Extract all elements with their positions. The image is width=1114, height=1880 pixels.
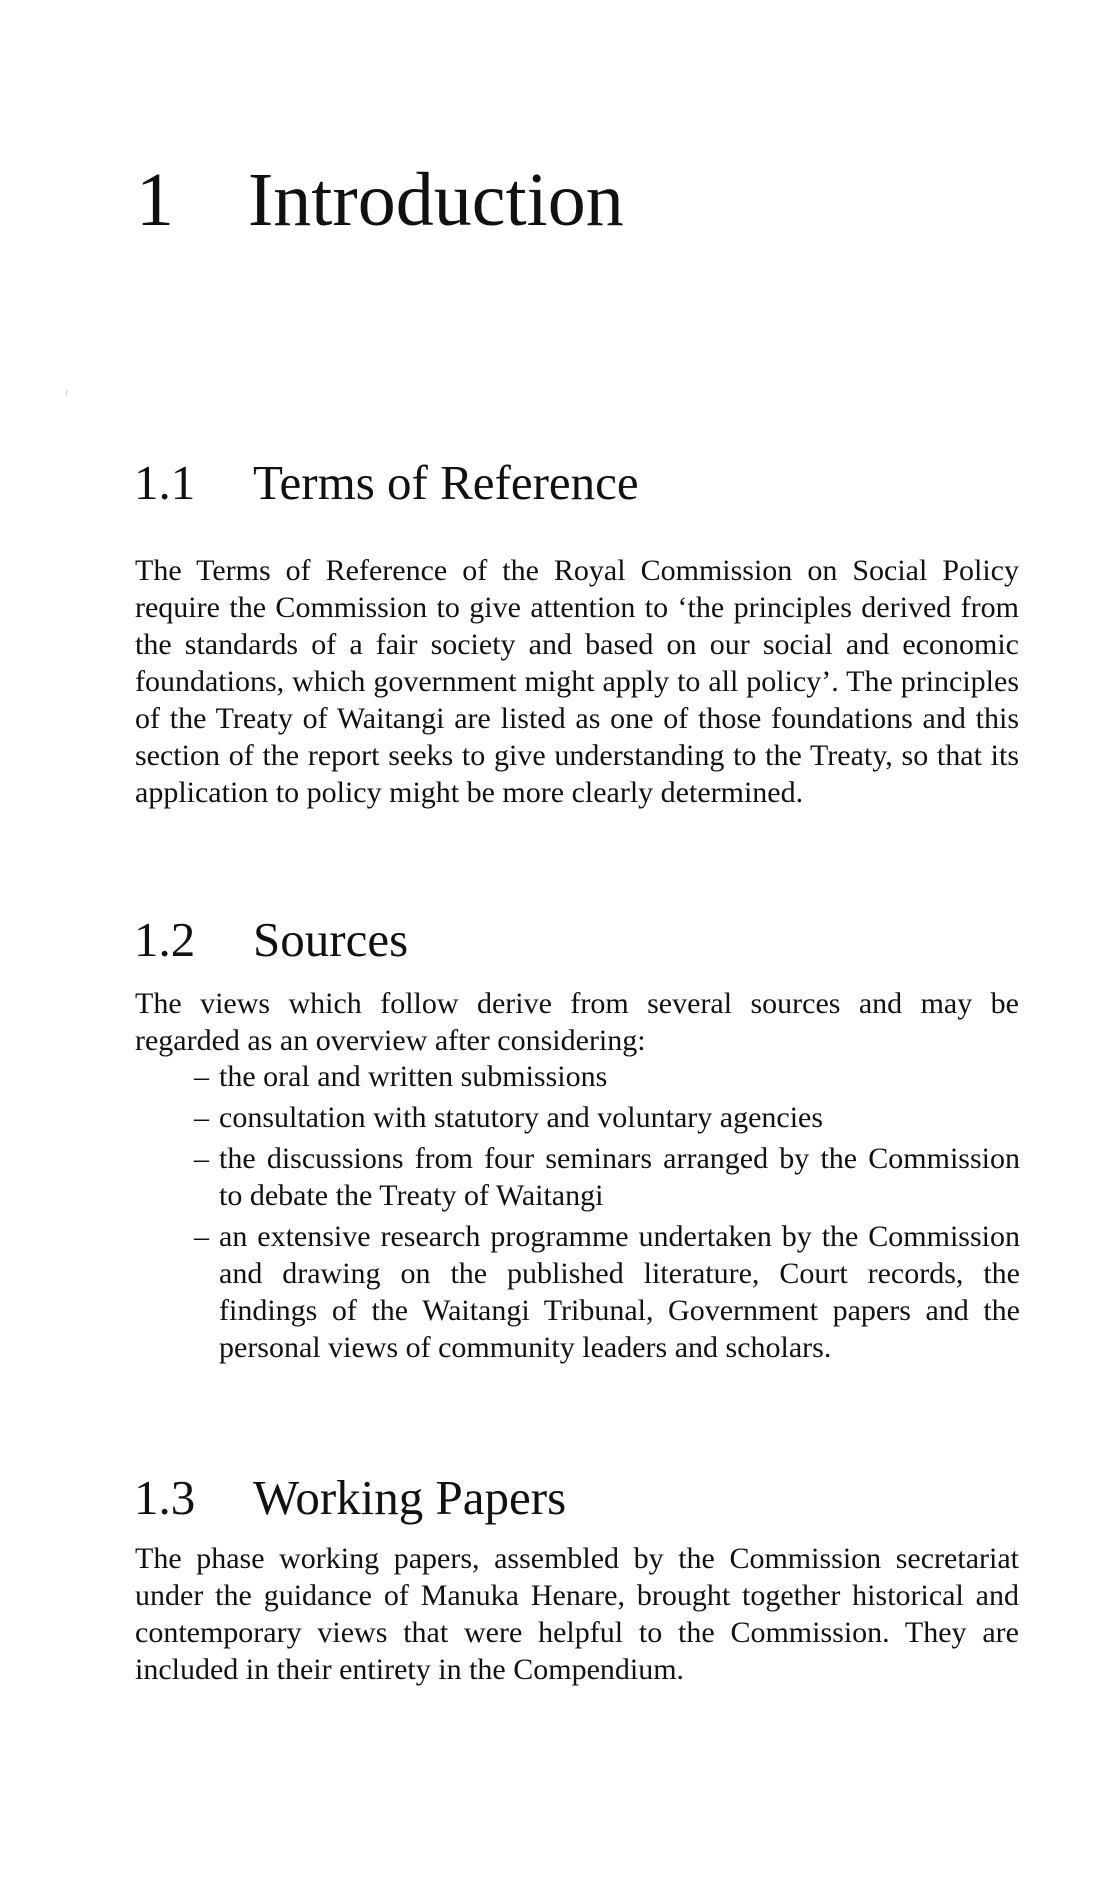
list-item xyxy=(194,1058,1020,1095)
list-item-text: consultation with statutory and voluntary agencies xyxy=(219,1101,824,1134)
section-number: 1.3 xyxy=(134,1470,196,1525)
working-papers-paragraph: The phase working papers, assembled by the Commission secretariat under the guidance of Manuka Henare, brought together historical and contemporary views that were helpful to the Commission. They are included in their entirety in the Compendium. xyxy=(135,1542,1019,1686)
list-item-text: the discussions from four seminars arranged by the Commission to debate the Treaty of Waitangi xyxy=(219,1142,1020,1212)
terms-of-reference-paragraph: The Terms of Reference of the Royal Commission on Social Policy require the Commission to give attention to ‘the principles derived from the standards of a fair society and based on our social and economic foundations, which government might apply to all policy’. The principles of the Treaty of Waitangi are listed as one of those foundations and this section of the report seeks to give understanding to the Treaty, so that its application to policy might be more clearly determined. xyxy=(135,554,1019,809)
chapter-number: 1 xyxy=(136,158,174,242)
list-item-text: an extensive research programme undertaken by the Commission and drawing on the published literature, Court records, the findings of the Waitangi Tribunal, Government papers and the personal views of community leaders and scholars. xyxy=(219,1220,1020,1364)
section-number: 1.1 xyxy=(134,455,196,510)
chapter-title xyxy=(136,158,624,242)
chapter-title-text: Introduction xyxy=(248,158,624,242)
dash-marker: – xyxy=(194,1220,209,1253)
scan-speck xyxy=(66,390,67,396)
dash-marker: – xyxy=(194,1142,209,1175)
section-number: 1.2 xyxy=(134,912,196,967)
list-item xyxy=(194,1140,1020,1214)
section-heading-terms-of-reference xyxy=(134,455,639,510)
list-item xyxy=(194,1218,1020,1366)
section-title-text: Terms of Reference xyxy=(253,455,639,510)
dash-marker: – xyxy=(194,1101,209,1134)
sources-intro-paragraph: The views which follow derive from several sources and may be regarded as an overview after considering: xyxy=(135,987,1019,1057)
list-item xyxy=(194,1099,1020,1136)
section-heading-sources xyxy=(134,912,409,967)
section-title-text: Sources xyxy=(253,912,409,967)
sources-list xyxy=(194,1058,1020,1370)
list-item-text: the oral and written submissions xyxy=(219,1060,608,1093)
dash-marker: – xyxy=(194,1060,209,1093)
section-heading-working-papers xyxy=(134,1470,567,1525)
section-title-text: Working Papers xyxy=(253,1470,567,1525)
